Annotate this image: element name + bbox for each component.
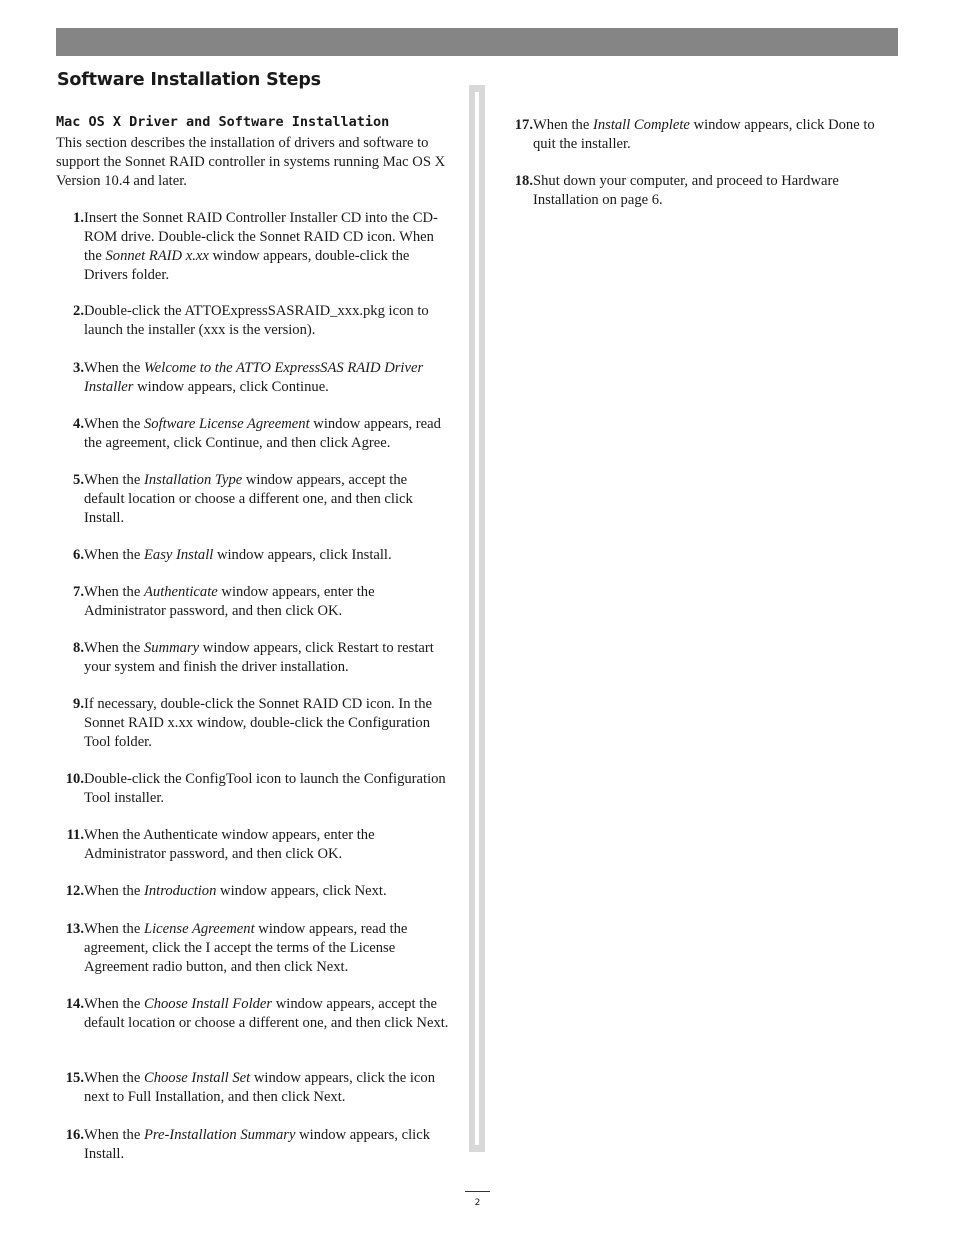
- step-text: When the Install Complete window appears, click Done to quit the installer.: [533, 117, 875, 152]
- step-number: 4.: [73, 416, 84, 432]
- step-number: 1.: [73, 210, 84, 226]
- step-text: Shut down your computer, and proceed to Hardware Installation on page 6.: [533, 173, 839, 208]
- window-name: Installation Type: [143, 472, 243, 488]
- step-7: [73, 583, 450, 621]
- step-12: [65, 882, 450, 901]
- step-number: 13.: [65, 921, 84, 937]
- step-text: When the Introduction window appears, click Next.: [84, 883, 387, 899]
- step-text: Insert the Sonnet RAID Controller Installer CD into the CD-ROM drive. Double-click the Sonnet RAID CD icon. When the Sonnet RAID x.xx window appears, double-click the Drivers folder.: [84, 210, 438, 283]
- window-name: License Agreement: [143, 921, 255, 937]
- step-number: 8.: [73, 640, 84, 656]
- intro-paragraph: This section describes the installation of drivers and software to support the Sonnet RAID controller in systems running Mac OS X Version 10.4 and later.: [56, 135, 446, 189]
- step-16: [65, 1126, 450, 1164]
- step-text: When the Authenticate window appears, enter the Administrator password, and then click OK.: [84, 584, 375, 619]
- step-text: When the Pre-Installation Summary window appears, click Install.: [84, 1127, 430, 1162]
- step-text: When the Easy Install window appears, click Install.: [84, 547, 392, 563]
- step-1: [73, 209, 450, 285]
- window-name: Welcome to the ATTO ExpressSAS RAID Driver Installer: [84, 360, 424, 395]
- step-14: [65, 995, 450, 1033]
- step-text: Double-click the ATTOExpressSASRAID_xxx.pkg icon to launch the installer (xxx is the version).: [84, 303, 429, 338]
- window-name: Choose Install Set: [143, 1070, 251, 1086]
- window-name: Install Complete: [592, 117, 690, 133]
- footer-rule: [465, 1191, 490, 1192]
- step-text: When the Choose Install Folder window appears, accept the default location or choose a different one, and then click Next.: [84, 996, 449, 1031]
- step-15: [65, 1069, 450, 1107]
- window-name: Introduction: [143, 883, 217, 899]
- page-number: 2: [474, 1198, 481, 1208]
- window-name: Sonnet RAID x.xx: [105, 248, 209, 264]
- step-number: 2.: [73, 303, 84, 319]
- step-4: [73, 415, 450, 453]
- step-17: [514, 116, 888, 154]
- step-number: 17.: [514, 117, 533, 133]
- step-number: 10.: [65, 771, 84, 787]
- step-text: When the Choose Install Set window appears, click the icon next to Full Installation, and then click Next.: [84, 1070, 435, 1105]
- step-number: 6.: [73, 547, 84, 563]
- step-number: 12.: [65, 883, 84, 899]
- step-text: When the Software License Agreement window appears, read the agreement, click Continue, and then click Agree.: [84, 416, 441, 451]
- step-text: When the Installation Type window appears, accept the default location or choose a different one, and then click Install.: [84, 472, 413, 526]
- step-number: 9.: [73, 696, 84, 712]
- step-text: If necessary, double-click the Sonnet RAID CD icon. In the Sonnet RAID x.xx window, double-click the Configuration Tool folder.: [84, 696, 432, 750]
- page-title: Software Installation Steps: [57, 70, 321, 90]
- step-text: When the Authenticate window appears, enter the Administrator password, and then click OK.: [84, 827, 375, 862]
- step-number: 15.: [65, 1070, 84, 1086]
- header-bar: [56, 28, 898, 56]
- section-subheading: Mac OS X Driver and Software Installation: [56, 114, 390, 130]
- window-name: Choose Install Folder: [143, 996, 273, 1012]
- step-13: [65, 920, 450, 977]
- step-text: When the Summary window appears, click Restart to restart your system and finish the driver installation.: [84, 640, 434, 675]
- step-8: [73, 639, 450, 677]
- step-5: [73, 471, 450, 528]
- step-2: [73, 302, 450, 340]
- step-10: [65, 770, 450, 808]
- window-name: Pre-Installation Summary: [143, 1127, 296, 1143]
- column-divider-inner: [475, 92, 479, 1145]
- step-number: 5.: [73, 472, 84, 488]
- step-number: 18.: [514, 173, 533, 189]
- step-text: When the Welcome to the ATTO ExpressSAS RAID Driver Installer window appears, click Continue.: [84, 360, 424, 395]
- window-name: Authenticate: [143, 584, 218, 600]
- step-9: [73, 695, 450, 752]
- step-number: 3.: [73, 360, 84, 376]
- step-6: [73, 546, 450, 565]
- step-number: 11.: [66, 827, 84, 843]
- step-18: [514, 172, 888, 210]
- window-name: Easy Install: [143, 547, 214, 563]
- window-name: Summary: [143, 640, 200, 656]
- window-name: Software License Agreement: [143, 416, 310, 432]
- step-text: When the License Agreement window appears, read the agreement, click the I accept the terms of the License Agreement radio button, and then click Next.: [84, 921, 408, 975]
- step-text: Double-click the ConfigTool icon to launch the Configuration Tool installer.: [84, 771, 446, 806]
- step-number: 16.: [65, 1127, 84, 1143]
- step-number: 14.: [65, 996, 84, 1012]
- step-11: [66, 826, 450, 864]
- step-number: 7.: [73, 584, 84, 600]
- step-3: [73, 359, 450, 397]
